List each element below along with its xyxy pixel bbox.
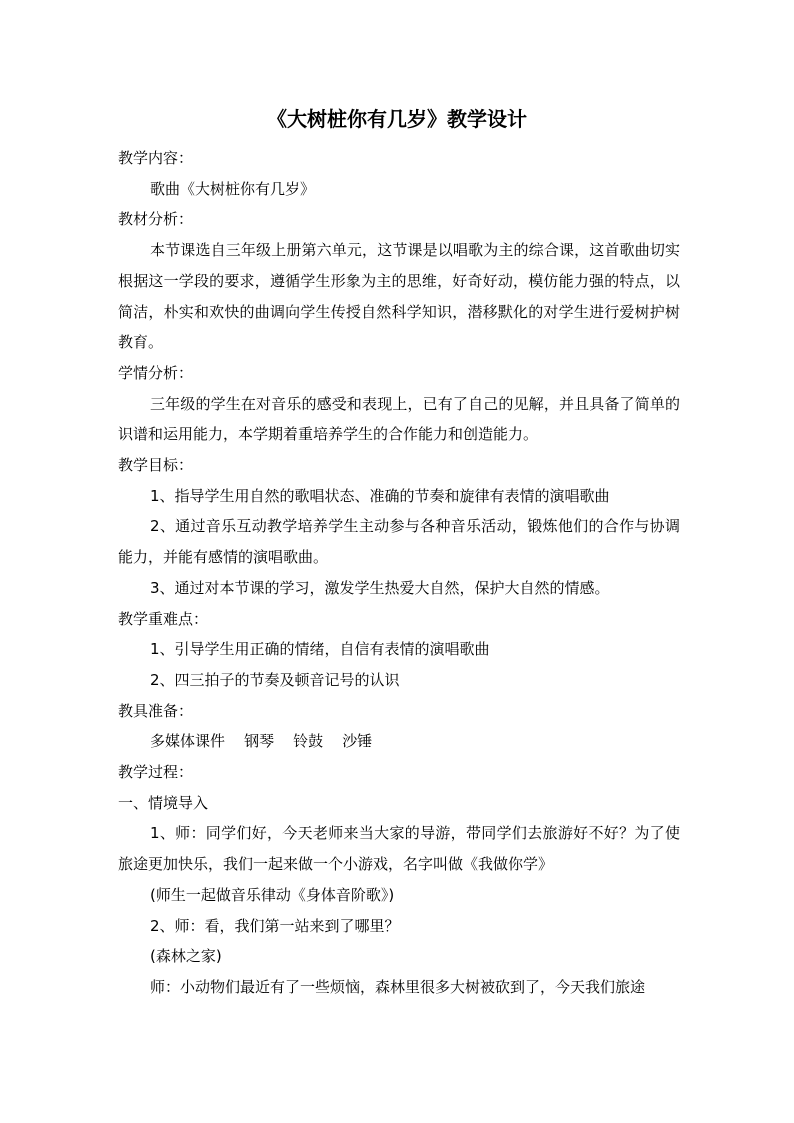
heading-teaching-aids: 教具准备： xyxy=(118,701,194,720)
process-note-2: (森林之家) xyxy=(150,947,222,966)
heading-student-analysis: 学情分析： xyxy=(118,363,194,382)
paragraph-song: 歌曲《大树桩你有几岁》 xyxy=(150,179,316,198)
goal-item-3: 3、通过对本节课的学习，激发学生热爱大自然，保护大自然的情感。 xyxy=(150,578,610,597)
paragraph-teaching-aids: 多媒体课件 钢琴 铃鼓 沙锤 xyxy=(150,732,373,751)
difficulty-item-2: 2、四三拍子的节奏及顿音记号的认识 xyxy=(150,670,400,689)
heading-teaching-goals: 教学目标： xyxy=(118,456,194,475)
heading-content: 教学内容： xyxy=(118,149,194,167)
goal-item-1: 1、指导学生用自然的歌唱状态、准确的节奏和旋律有表情的演唱歌曲 xyxy=(150,486,610,505)
heading-key-difficulties: 教学重难点： xyxy=(118,609,209,628)
process-note-1: (师生一起做音乐律动《身体音阶歌》) xyxy=(150,885,395,904)
heading-teaching-process: 教学过程： xyxy=(118,763,194,782)
goal-item-2: 2、通过音乐互动教学培养学生主动参与各种音乐活动，锻炼他们的合作与协调能力，并能有感情的演唱歌曲。 xyxy=(118,517,680,567)
document-body xyxy=(118,143,680,1003)
difficulty-item-1: 1、引导学生用正确的情绪，自信有表情的演唱歌曲 xyxy=(150,640,490,659)
paragraph-student-analysis: 三年级的学生在对音乐的感受和表现上，已有了自己的见解，并且具备了简单的识谱和运用能力，本学期着重培养学生的合作能力和创造能力。 xyxy=(118,394,680,444)
paragraph-material-analysis: 本节课选自三年级上册第六单元，这节课是以唱歌为主的综合课，这首歌曲切实根据这一学段的要求，遵循学生形象为主的思维，好奇好动，模仿能力强的特点，以简洁，朴实和欢快的曲调向学生传授自然科学知识，潜移默化的对学生进行爱树护树教育。 xyxy=(118,241,680,352)
heading-material-analysis: 教材分析： xyxy=(118,210,194,229)
section-scenario-intro: 一、情境导入 xyxy=(118,793,209,812)
document-title: 《大树桩你有几岁》教学设计 xyxy=(267,107,527,131)
process-item-1: 1、师：同学们好，今天老师来当大家的导游，带同学们去旅游好不好？为了使旅途更加快乐，我们一起来做一个小游戏，名字叫做《我做你学》 xyxy=(118,824,680,874)
process-paragraph-teacher: 师：小动物们最近有了一些烦恼，森林里很多大树被砍到了，今天我们旅途 xyxy=(150,977,646,996)
process-item-2: 2、师：看，我们第一站来到了哪里？ xyxy=(150,916,400,935)
